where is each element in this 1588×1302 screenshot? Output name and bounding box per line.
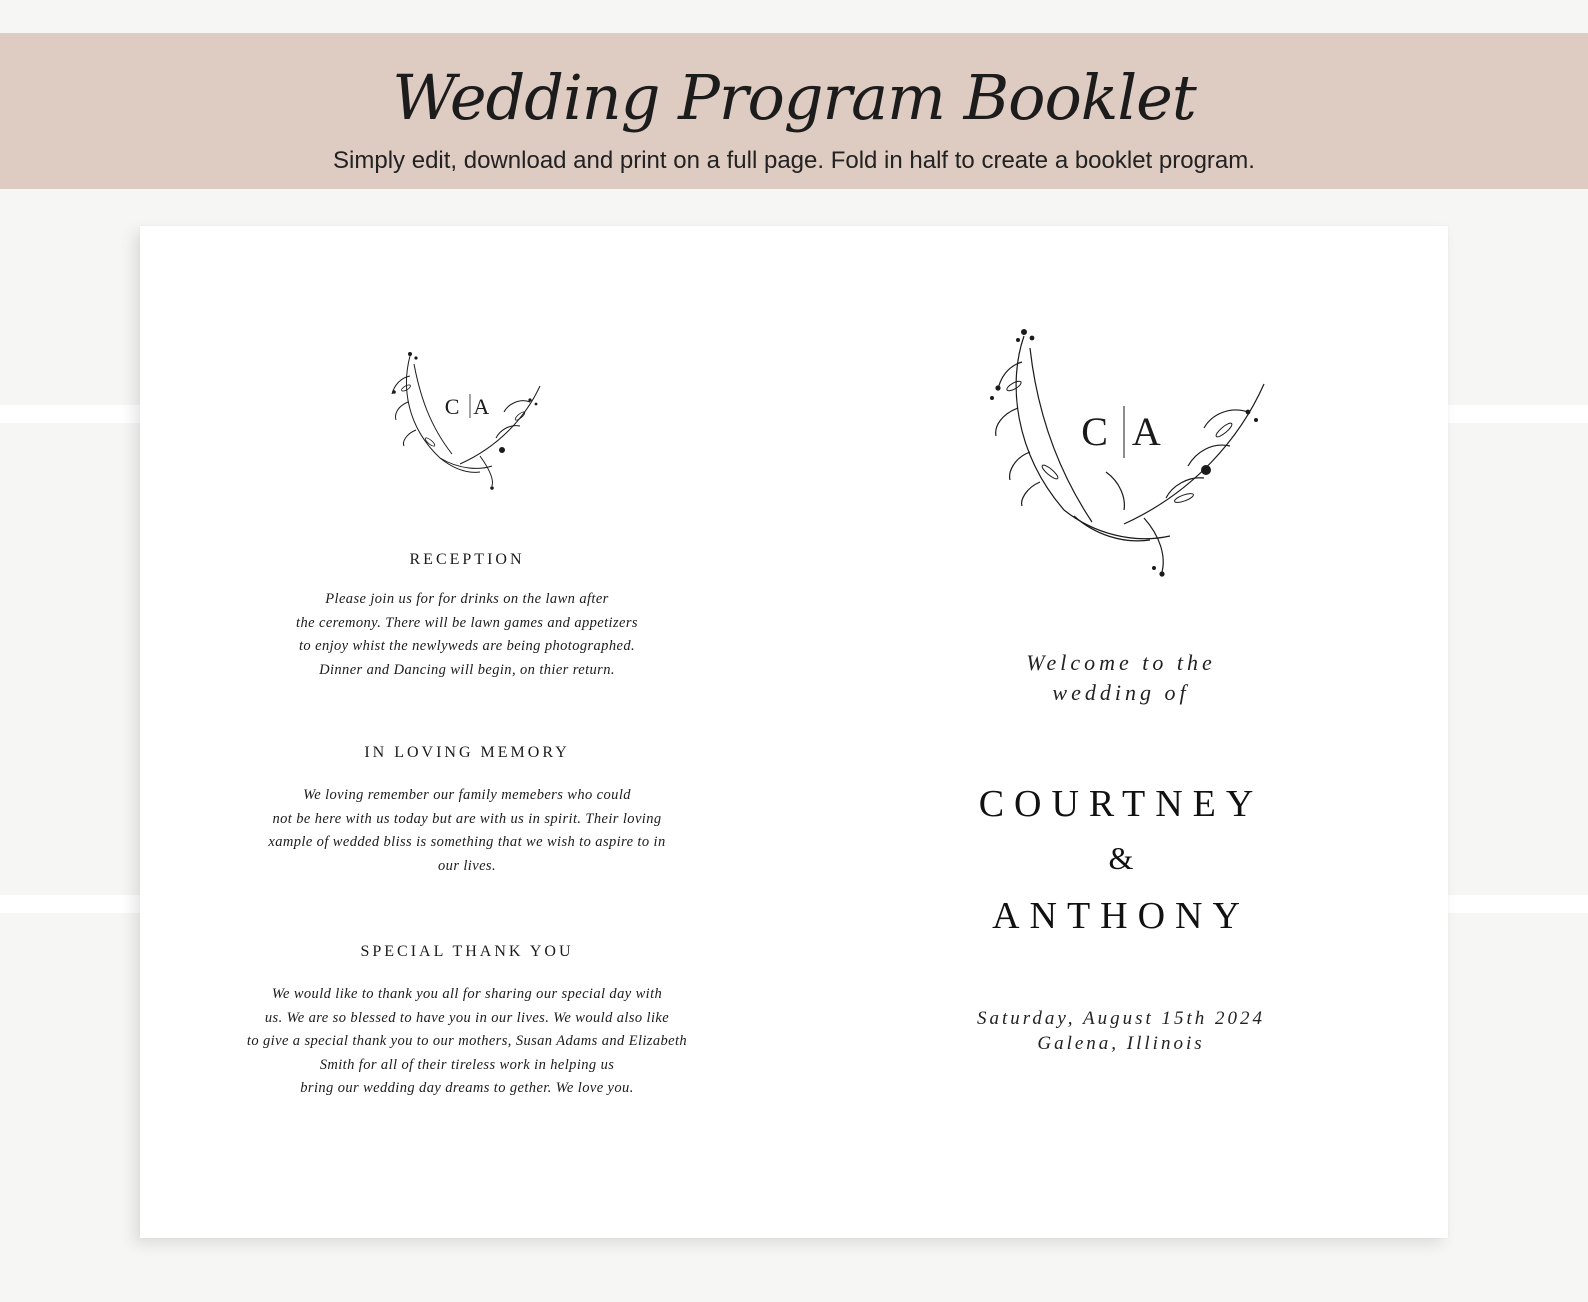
section-body-in-loving-memory bbox=[200, 784, 734, 878]
welcome-line: Welcome to the bbox=[1026, 650, 1216, 675]
body-line: We would like to thank you all for sharing our special day with bbox=[271, 986, 663, 1002]
ampersand: & bbox=[1108, 840, 1134, 876]
body-line: We loving remember our family memebers who could bbox=[303, 787, 631, 803]
event-details bbox=[794, 1006, 1448, 1056]
header-banner bbox=[0, 33, 1588, 189]
monogram-letter-right: A bbox=[1131, 409, 1161, 454]
section-body-special-thank-you bbox=[200, 983, 734, 1101]
groom-name: ANTHONY bbox=[992, 895, 1250, 937]
body-line: Please join us for for drinks on the lawn after bbox=[325, 591, 609, 607]
welcome-text bbox=[794, 648, 1448, 708]
section-title-in-loving-memory: IN LOVING MEMORY bbox=[364, 744, 570, 761]
program-page bbox=[140, 226, 1448, 1238]
monogram-letter-left: C bbox=[444, 394, 460, 419]
banner-title: Wedding Program Booklet bbox=[392, 61, 1196, 134]
body-line: xample of wedded bliss is something that we wish to aspire to in bbox=[268, 834, 666, 850]
banner-subtitle: Simply edit, download and print on a full page. Fold in half to create a booklet program. bbox=[333, 147, 1255, 174]
event-location: Galena, Illinois bbox=[1037, 1033, 1205, 1054]
monogram-letter-right: A bbox=[473, 394, 490, 419]
body-line: our lives. bbox=[438, 857, 496, 874]
bride-name: COURTNEY bbox=[978, 783, 1264, 825]
small-monogram bbox=[140, 394, 794, 420]
left-panel bbox=[140, 226, 794, 1238]
section-title-special-thank-you: SPECIAL THANK YOU bbox=[360, 943, 574, 960]
section-body-reception bbox=[200, 588, 734, 682]
body-line: Dinner and Dancing will begin, on thier return. bbox=[319, 661, 615, 678]
body-line: bring our wedding day dreams to gether. We love you. bbox=[300, 1080, 634, 1096]
large-monogram bbox=[794, 408, 1448, 455]
section-title-reception: RECEPTION bbox=[409, 551, 525, 568]
body-line: to give a special thank you to our mothers, Susan Adams and Elizabeth bbox=[246, 1033, 688, 1049]
monogram-letter-left: C bbox=[1081, 409, 1108, 454]
body-line: Smith for all of their tireless work in helping us bbox=[319, 1056, 615, 1073]
small-wreath-icon bbox=[380, 346, 560, 496]
body-line: the ceremony. There will be lawn games and appetizers bbox=[296, 614, 638, 631]
welcome-line: wedding of bbox=[1052, 680, 1190, 705]
right-panel bbox=[794, 226, 1448, 1238]
event-date: Saturday, August 15th 2024 bbox=[976, 1008, 1266, 1029]
body-line: not be here with us today but are with us in spirit. Their loving bbox=[272, 810, 662, 827]
body-line: to enjoy whist the newlyweds are being photographed. bbox=[299, 638, 635, 654]
body-line: us. We are so blessed to have you in our lives. We would also like bbox=[264, 1009, 670, 1026]
